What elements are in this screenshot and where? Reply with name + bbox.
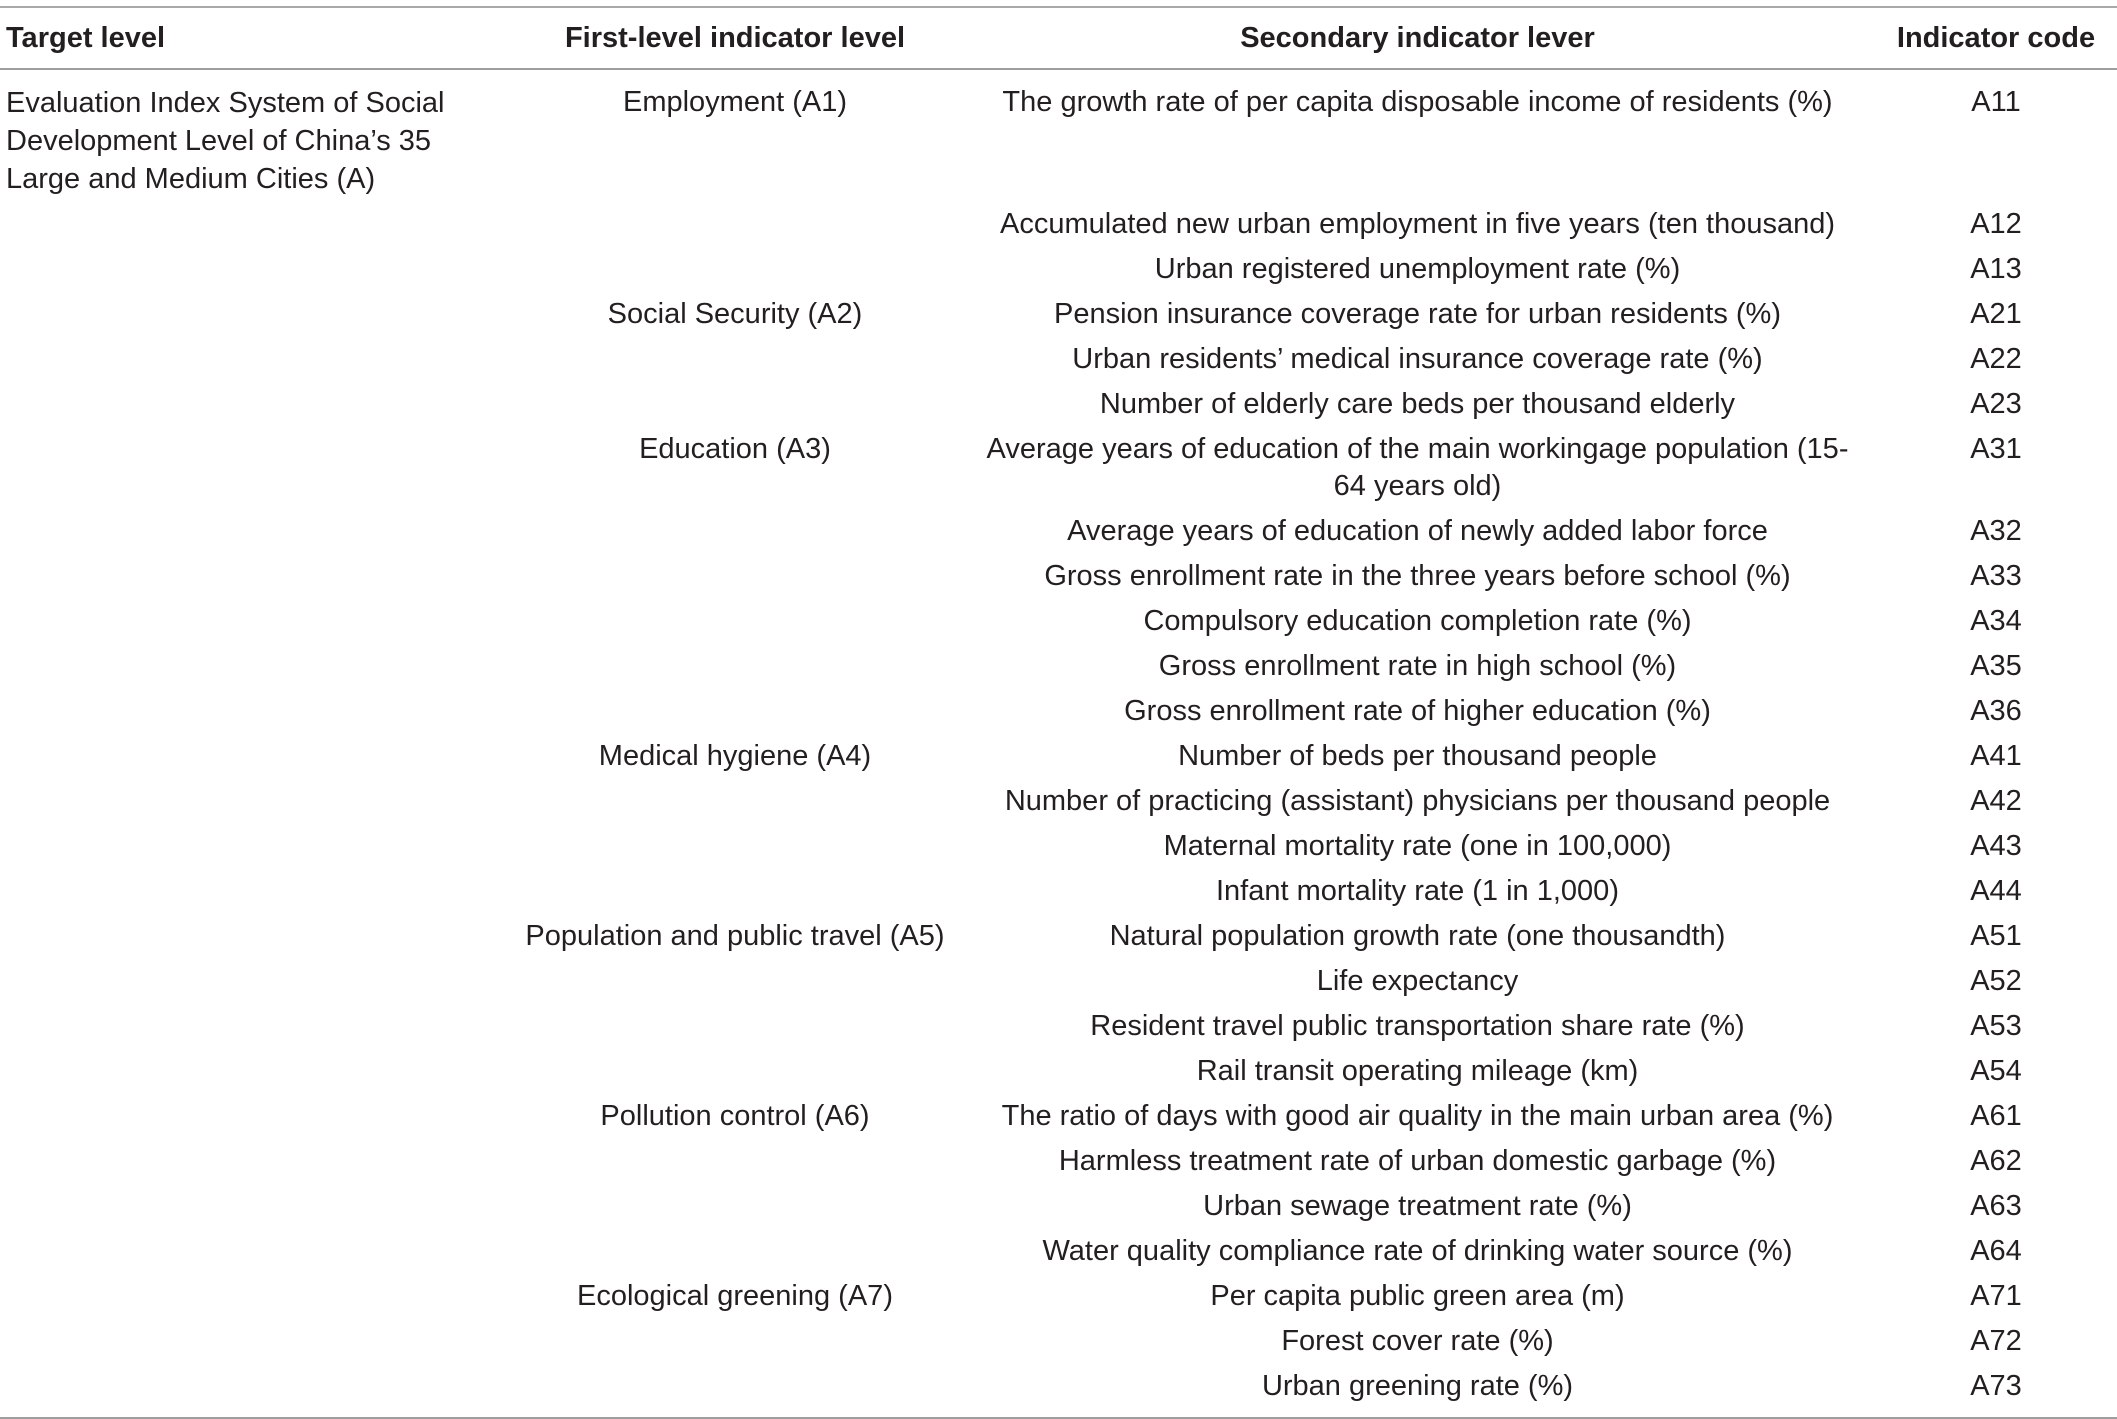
table-row	[0, 599, 2117, 644]
indicator-code-cell: A36	[1970, 695, 2022, 727]
indicator-code-cell: A32	[1970, 515, 2022, 547]
target-level-empty-cell	[0, 1319, 510, 1364]
first-level-cell	[510, 509, 960, 554]
indicator-code-cell: A21	[1970, 298, 2022, 330]
table-row	[0, 509, 2117, 554]
table-row	[0, 734, 2117, 779]
indicator-code-cell: A52	[1970, 965, 2022, 997]
first-level-cell	[510, 382, 960, 427]
target-level-empty-cell	[0, 427, 510, 509]
table-row	[0, 824, 2117, 869]
secondary-indicator-cell: The growth rate of per capita disposable income of residents (%)	[1002, 86, 1833, 118]
table-row	[0, 292, 2117, 337]
first-level-cell: Medical hygiene (A4)	[598, 740, 872, 772]
table-body	[0, 70, 2117, 1419]
indicator-code-cell: A53	[1970, 1010, 2022, 1042]
first-level-cell	[510, 959, 960, 1004]
secondary-indicator-cell: Gross enrollment rate in the three years before school (%)	[1044, 560, 1791, 592]
secondary-indicator-cell: Life expectancy	[1316, 965, 1519, 997]
indicator-code-cell: A12	[1970, 208, 2022, 240]
first-level-cell	[510, 869, 960, 914]
first-level-cell	[510, 337, 960, 382]
indicator-table	[0, 6, 2117, 1419]
table-row	[0, 689, 2117, 734]
first-level-cell	[510, 779, 960, 824]
secondary-indicator-cell: Average years of education of newly added labor force	[1067, 515, 1768, 547]
target-level-empty-cell	[0, 1004, 510, 1049]
indicator-code-cell: A33	[1970, 560, 2022, 592]
target-level-cell: Evaluation Index System of Social Development Level of China’s 35 Large and Medium Cities (A)	[6, 87, 445, 195]
secondary-indicator-cell: Forest cover rate (%)	[1281, 1325, 1554, 1357]
table-row	[0, 382, 2117, 427]
target-level-empty-cell	[0, 959, 510, 1004]
secondary-indicator-cell: Rail transit operating mileage (km)	[1196, 1055, 1639, 1087]
indicator-code-cell: A72	[1970, 1325, 2022, 1357]
indicator-code-cell: A71	[1970, 1280, 2022, 1312]
target-level-empty-cell	[0, 779, 510, 824]
table-row	[0, 1139, 2117, 1184]
table-row	[0, 1229, 2117, 1274]
indicator-code-cell: A73	[1970, 1370, 2022, 1402]
secondary-indicator-cell: Urban registered unemployment rate (%)	[1154, 253, 1681, 285]
table-row	[0, 869, 2117, 914]
secondary-indicator-cell: Number of practicing (assistant) physicians per thousand people	[1004, 785, 1831, 817]
secondary-indicator-cell: Harmless treatment rate of urban domestic garbage (%)	[1058, 1145, 1777, 1177]
target-level-empty-cell	[0, 869, 510, 914]
target-level-empty-cell	[0, 644, 510, 689]
indicator-code-cell: A62	[1970, 1145, 2022, 1177]
header-first-level: First-level indicator level	[564, 21, 906, 54]
target-level-empty-cell	[0, 914, 510, 959]
target-level-empty-cell	[0, 734, 510, 779]
table-row	[0, 337, 2117, 382]
header-target-level: Target level	[6, 21, 166, 54]
secondary-indicator-cell: Water quality compliance rate of drinking water source (%)	[1042, 1235, 1793, 1267]
header-indicator-code: Indicator code	[1896, 21, 2096, 54]
first-level-cell	[510, 1319, 960, 1364]
target-level-empty-cell	[0, 1094, 510, 1139]
first-level-cell	[510, 202, 960, 247]
first-level-cell: Education (A3)	[639, 433, 831, 465]
secondary-indicator-cell: Number of elderly care beds per thousand elderly	[1099, 388, 1736, 420]
secondary-indicator-cell: Average years of education of the main workingage population (15-64 years old)	[986, 433, 1849, 502]
table-row	[0, 1274, 2117, 1319]
target-level-empty-cell	[0, 599, 510, 644]
target-level-empty-cell	[0, 247, 510, 292]
table-row	[0, 427, 2117, 509]
indicator-code-cell: A54	[1970, 1055, 2022, 1087]
table-row	[0, 80, 2117, 202]
target-level-empty-cell	[0, 382, 510, 427]
table-row	[0, 247, 2117, 292]
target-level-empty-cell	[0, 337, 510, 382]
target-level-empty-cell	[0, 1184, 510, 1229]
secondary-indicator-cell: Infant mortality rate (1 in 1,000)	[1216, 875, 1619, 907]
first-level-cell	[510, 1364, 960, 1409]
target-level-empty-cell	[0, 292, 510, 337]
indicator-code-cell: A22	[1970, 343, 2022, 375]
target-level-empty-cell	[0, 1364, 510, 1409]
indicator-code-cell: A41	[1970, 740, 2022, 772]
first-level-cell	[510, 1004, 960, 1049]
first-level-cell: Employment (A1)	[622, 86, 847, 118]
indicator-code-cell: A44	[1970, 875, 2022, 907]
first-level-cell	[510, 1229, 960, 1274]
secondary-indicator-cell: Gross enrollment rate of higher education (%)	[1124, 695, 1711, 727]
first-level-cell	[510, 644, 960, 689]
target-level-empty-cell	[0, 554, 510, 599]
indicator-code-cell: A23	[1970, 388, 2022, 420]
secondary-indicator-cell: Accumulated new urban employment in five years (ten thousand)	[1000, 208, 1835, 240]
first-level-cell	[510, 1049, 960, 1094]
indicator-code-cell: A34	[1970, 605, 2022, 637]
table-header-row	[0, 8, 2117, 68]
secondary-indicator-cell: Number of beds per thousand people	[1178, 740, 1657, 772]
target-level-empty-cell	[0, 1229, 510, 1274]
first-level-cell	[510, 599, 960, 644]
secondary-indicator-cell: Urban residents’ medical insurance coverage rate (%)	[1072, 343, 1763, 375]
secondary-indicator-cell: Natural population growth rate (one thousandth)	[1109, 920, 1726, 952]
table-row	[0, 202, 2117, 247]
table-row	[0, 1049, 2117, 1094]
indicator-code-cell: A61	[1970, 1100, 2022, 1132]
first-level-cell: Social Security (A2)	[607, 298, 863, 330]
first-level-cell	[510, 1184, 960, 1229]
secondary-indicator-cell: Urban sewage treatment rate (%)	[1203, 1190, 1632, 1222]
first-level-cell: Population and public travel (A5)	[525, 920, 945, 952]
first-level-cell	[510, 554, 960, 599]
target-level-empty-cell	[0, 1274, 510, 1319]
secondary-indicator-cell: Pension insurance coverage rate for urban residents (%)	[1054, 298, 1781, 330]
target-level-empty-cell	[0, 1139, 510, 1184]
indicator-code-cell: A63	[1970, 1190, 2022, 1222]
header-secondary-level: Secondary indicator lever	[1240, 21, 1595, 54]
secondary-indicator-cell: The ratio of days with good air quality in the main urban area (%)	[1001, 1100, 1834, 1132]
table-row	[0, 1319, 2117, 1364]
first-level-cell: Ecological greening (A7)	[577, 1280, 893, 1312]
first-level-cell	[510, 689, 960, 734]
target-level-empty-cell	[0, 1049, 510, 1094]
first-level-cell	[510, 824, 960, 869]
target-level-empty-cell	[0, 824, 510, 869]
table-row	[0, 1004, 2117, 1049]
indicator-code-cell: A51	[1970, 920, 2022, 952]
indicator-code-cell: A43	[1970, 830, 2022, 862]
target-level-empty-cell	[0, 509, 510, 554]
first-level-cell	[510, 1139, 960, 1184]
indicator-code-cell: A11	[1971, 86, 2021, 118]
indicator-code-cell: A35	[1970, 650, 2022, 682]
secondary-indicator-cell: Gross enrollment rate in high school (%)	[1158, 650, 1677, 682]
table-row	[0, 779, 2117, 824]
target-level-empty-cell	[0, 202, 510, 247]
secondary-indicator-cell: Per capita public green area (m)	[1210, 1280, 1625, 1312]
secondary-indicator-cell: Maternal mortality rate (one in 100,000)	[1163, 830, 1672, 862]
target-level-empty-cell	[0, 689, 510, 734]
indicator-code-cell: A13	[1970, 253, 2022, 285]
secondary-indicator-cell: Compulsory education completion rate (%)	[1143, 605, 1692, 637]
secondary-indicator-cell: Resident travel public transportation share rate (%)	[1090, 1010, 1745, 1042]
indicator-code-cell: A64	[1970, 1235, 2022, 1267]
table-row	[0, 1094, 2117, 1139]
first-level-cell: Pollution control (A6)	[600, 1100, 870, 1132]
table-row	[0, 914, 2117, 959]
table-row	[0, 644, 2117, 689]
secondary-indicator-cell: Urban greening rate (%)	[1261, 1370, 1574, 1402]
table-row	[0, 1364, 2117, 1409]
table-row	[0, 554, 2117, 599]
first-level-cell	[510, 247, 960, 292]
table-row	[0, 959, 2117, 1004]
table-row	[0, 1184, 2117, 1229]
indicator-code-cell: A42	[1970, 785, 2022, 817]
indicator-code-cell: A31	[1970, 433, 2022, 465]
